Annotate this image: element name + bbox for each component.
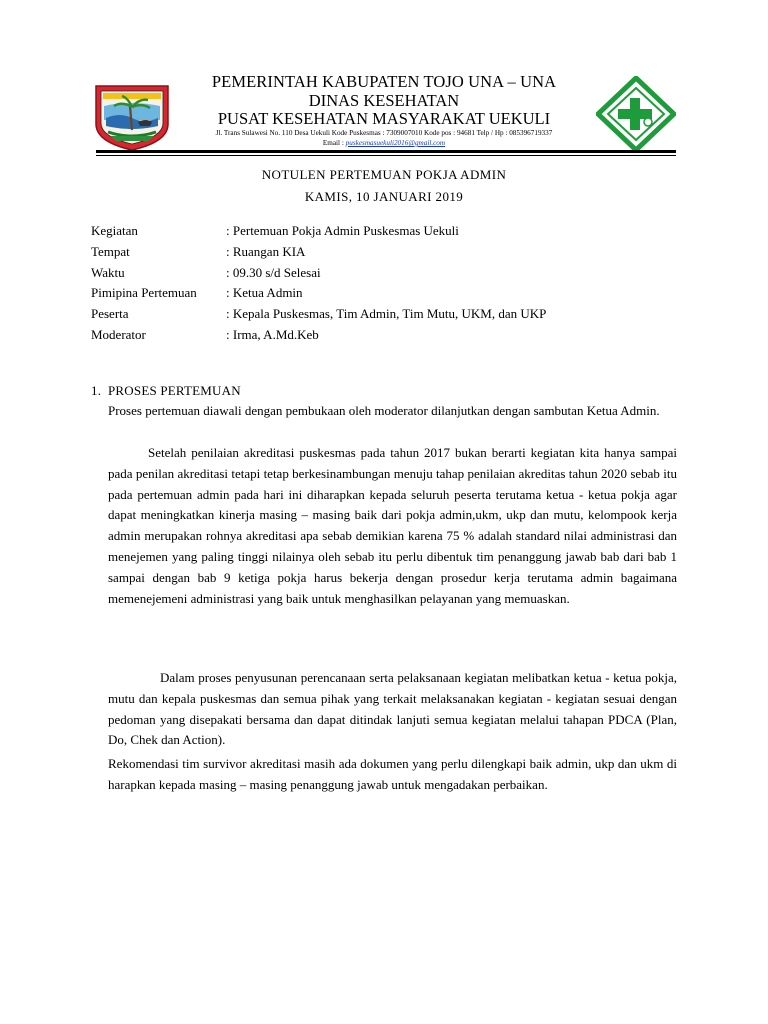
paragraph: Proses pertemuan diawali dengan pembukaan oleh moderator dilanjutkan dengan sambutan Ketua Admin. xyxy=(108,403,660,418)
section-heading xyxy=(91,383,241,399)
info-label: Waktu xyxy=(91,264,125,280)
meeting-info-table xyxy=(91,223,691,348)
info-row xyxy=(91,223,691,244)
info-label: Moderator xyxy=(91,326,146,342)
section-title: PROSES PERTEMUAN xyxy=(108,383,241,398)
letterhead-rule-thick xyxy=(96,150,676,153)
section-number: 1. xyxy=(91,383,102,398)
info-label: Peserta xyxy=(91,306,129,322)
email-label: Email : xyxy=(322,139,346,147)
info-value: : Ketua Admin xyxy=(226,285,303,301)
info-label: Pimipina Pertemuan xyxy=(91,285,197,301)
paragraph: Rekomendasi tim survivor akreditasi masih ada dokumen yang perlu dilengkapi baik admin, ukp dan ukm di harapkan kepada masing – masing penanggung jawab untuk mengadakan perbaikan. xyxy=(108,756,677,792)
letterhead-line-1: PEMERINTAH KABUPATEN TOJO UNA – UNA xyxy=(211,72,557,91)
info-value: : Ruangan KIA xyxy=(226,243,306,259)
letterhead-line-3: PUSAT KESEHATAN MASYARAKAT UEKULI xyxy=(217,109,551,128)
info-value: : 09.30 s/d Selesai xyxy=(226,264,321,280)
info-row xyxy=(91,265,691,286)
info-label: Tempat xyxy=(91,243,130,259)
letterhead-address: Jl. Trans Sulawesi No. 110 Desa Uekuli Kode Puskesmas : 7309007010 Kode pos : 94681 Telp / Hp : 085396719337 xyxy=(215,129,553,137)
info-row xyxy=(91,327,691,348)
info-value: : Pertemuan Pokja Admin Puskesmas Uekuli xyxy=(226,223,459,238)
document-date: KAMIS, 10 JANUARI 2019 xyxy=(304,189,464,204)
paragraph: Dalam proses penyusunan perencanaan serta pelaksanaan kegiatan melibatkan ketua - ketua pokja, mutu dan kepala puskesmas dan semua pihak yang terkait melaksanakan kegiatan - kegiatan sesuai dengan pedoman yang disepakati bersama dan dapat ditindak lanjuti semua kegiatan melalui tahapan PDCA (Plan, Do, Chek dan Action). xyxy=(108,670,677,748)
info-row xyxy=(91,306,691,327)
letterhead-line-2: DINAS KESEHATAN xyxy=(308,91,460,110)
letterhead-rule-thin xyxy=(96,155,676,156)
info-row xyxy=(91,285,691,306)
document-title: NOTULEN PERTEMUAN POKJA ADMIN xyxy=(261,167,507,182)
info-row xyxy=(91,244,691,265)
letterhead-email-line xyxy=(150,139,618,147)
info-value: : Irma, A.Md.Keb xyxy=(226,326,319,342)
info-label: Kegiatan xyxy=(91,223,138,238)
email-link[interactable]: puskesmasuekuli2016@gmail.com xyxy=(345,139,446,147)
info-value: : Kepala Puskesmas, Tim Admin, Tim Mutu, UKM, dan UKP xyxy=(226,306,547,322)
paragraph: Setelah penilaian akreditasi puskesmas pada tahun 2017 bukan berarti kegiatan kita hanya sampai pada penilan akreditasi tetapi tetap berkesinambungan menuju tahap penilaian akreditas tahun 2020 sebab itu pada pertemuan admin pada hari ini diharapkan kepada seluruh peserta terutama ketua - ketua pokja agar dapat meningkatkan kinerja masing – masing baik dari pokja admin,ukm, ukp dan mutu, kelompook kerja admin merupakan rohnya akreditasi apa sebab demikian karena 75 % adalah standard nilai administrasi dan menejemen yang paling tinggi nilainya oleh sebab itu perlu dibentuk tim penanggung jawab bab dari bab 1 sampai dengan bab 9 ketiga pokja harus bekerja dengan prosedur kerja terutama admin bagaimana memenejemeni administrasi yang baik untuk menghasilkan pelayanan yang memuaskan. xyxy=(108,445,677,606)
